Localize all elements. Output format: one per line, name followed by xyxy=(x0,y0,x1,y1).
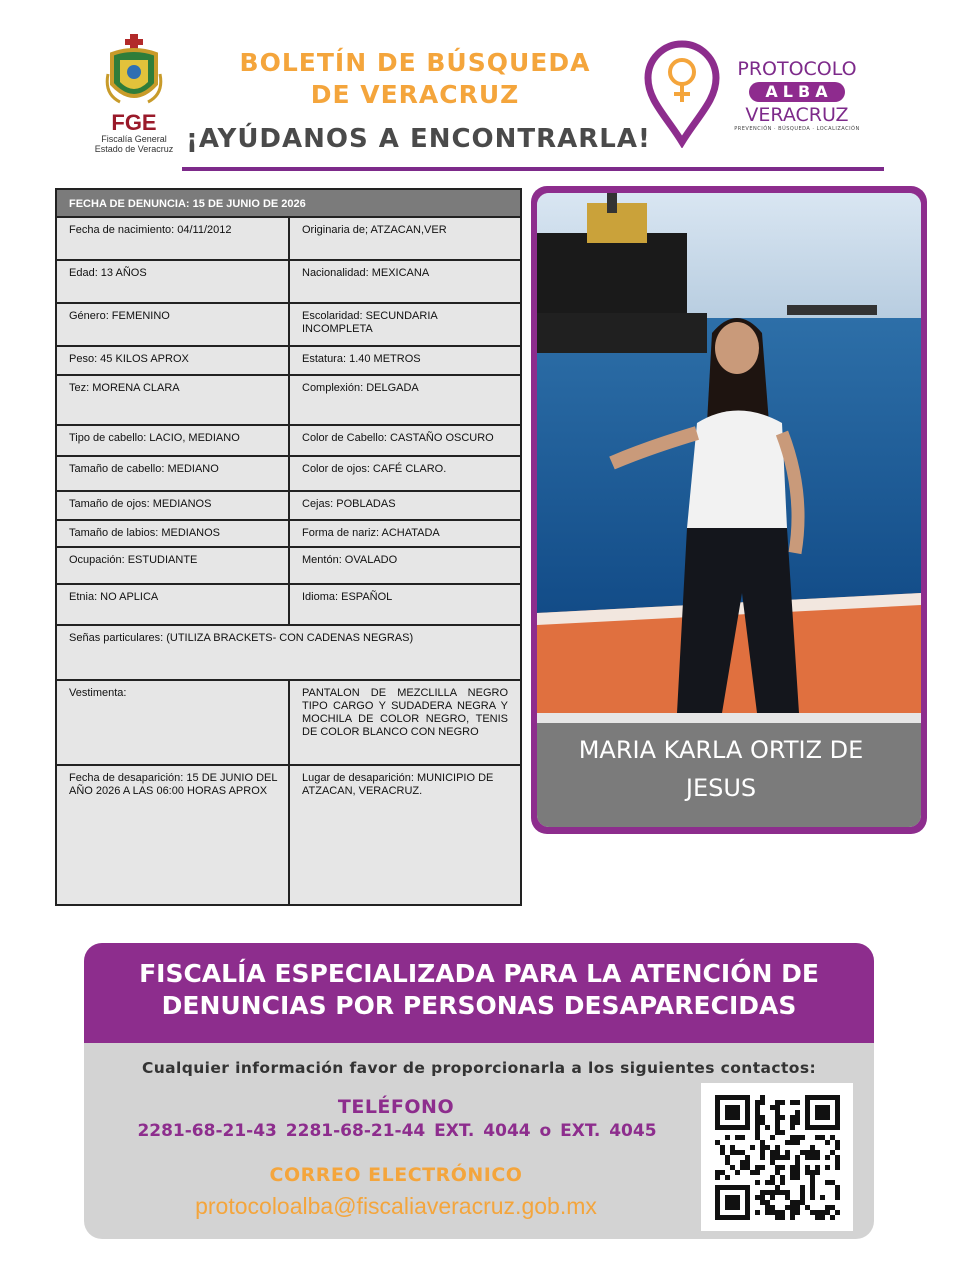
skin-tone: Tez: MORENA CLARA xyxy=(57,374,290,425)
protocol-word: PROTOCOLO xyxy=(737,58,857,80)
birth-date: Fecha de nacimiento: 04/11/2012 xyxy=(57,216,290,260)
protocol-tagline: PREVENCIÓN · BÚSQUEDA · LOCALIZACIÓN xyxy=(734,126,860,132)
qr-code-icon xyxy=(701,1083,853,1231)
eyebrows: Cejas: POBLADAS xyxy=(288,490,520,521)
bulletin-title-line2: DE VERACRUZ xyxy=(310,80,520,109)
clothing-description: PANTALON DE MEZCLILLA NEGRO TIPO CARGO Y SUDADERA NEGRA Y MOCHILA DE COLOR NEGRO, TENIS DE COLOR BLANCO CON NEGRO xyxy=(288,679,520,765)
header-divider xyxy=(182,167,884,171)
age: Edad: 13 AÑOS xyxy=(57,259,290,303)
language: Idioma: ESPAÑOL xyxy=(288,583,520,626)
fge-abbreviation: FGE xyxy=(111,110,157,135)
disappearance-place: Lugar de desaparición: MUNICIPIO DE ATZACAN, VERACRUZ. xyxy=(288,764,520,904)
missing-person-name: MARIA KARLA ORTIZ DE JESUS xyxy=(578,736,864,802)
chin-shape: Mentón: OVALADO xyxy=(288,546,520,584)
phone-numbers: 2281-68-21-43 2281-68-21-44 EXT. 4044 o EXT. 4045 xyxy=(137,1121,657,1141)
hair-length: Tamaño de cabello: MEDIANO xyxy=(57,455,290,491)
missing-person-photo xyxy=(537,193,921,713)
fge-name-line1: Fiscalía General xyxy=(101,134,167,144)
bulletin-title-line1: BOLETÍN DE BÚSQUEDA xyxy=(239,48,591,77)
height: Estatura: 1.40 METROS xyxy=(288,345,520,375)
build: Complexión: DELGADA xyxy=(288,374,520,425)
hair-color: Color de Cabello: CASTAÑO OSCURO xyxy=(288,424,520,456)
nationality: Nacionalidad: MEXICANA xyxy=(288,259,520,303)
alba-badge: ALBA xyxy=(749,82,844,102)
lip-size: Tamaño de labios: MEDIANOS xyxy=(57,519,290,547)
photo-card xyxy=(537,193,921,827)
missing-person-details-table xyxy=(55,188,522,906)
contacts-intro: Cualquier información favor de proporcionarla a los siguientes contactos: xyxy=(141,1059,817,1077)
state-coat-of-arms-icon xyxy=(104,34,164,110)
schooling: Escolaridad: SECUNDARIA INCOMPLETA xyxy=(288,302,520,346)
clothing-label: Vestimenta: xyxy=(57,679,290,765)
phone-label: TELÉFONO xyxy=(337,1096,455,1118)
hair-type: Tipo de cabello: LACIO, MEDIANO xyxy=(57,424,290,456)
eye-size: Tamaño de ojos: MEDIANOS xyxy=(57,490,290,521)
origin: Originaria de; ATZACAN,VER xyxy=(288,216,520,260)
filing-date: FECHA DE DENUNCIA: 15 DE JUNIO DE 2026 xyxy=(57,190,520,218)
location-pin-icon xyxy=(642,38,722,148)
contact-panel xyxy=(84,943,874,1239)
email-label: CORREO ELECTRÓNICO xyxy=(269,1164,523,1186)
protocolo-alba-logo xyxy=(724,58,870,132)
email-address: protocoloalba@fiscaliaveracruz.gob.mx xyxy=(195,1193,597,1219)
ethnicity: Etnia: NO APLICA xyxy=(57,583,290,626)
fge-name-line2: Estado de Veracruz xyxy=(94,144,174,154)
help-find-her-heading: ¡AYÚDANOS A ENCONTRARLA! xyxy=(186,124,651,154)
nose-shape: Forma de nariz: ACHATADA xyxy=(288,519,520,547)
gender: Género: FEMENINO xyxy=(57,302,290,346)
agency-title: FISCALÍA ESPECIALIZADA PARA LA ATENCIÓN DE DENUNCIAS POR PERSONAS DESAPARECIDAS xyxy=(139,959,819,1020)
disappearance-date: Fecha de desaparición: 15 DE JUNIO DEL AÑO 2026 A LAS 06:00 HORAS APROX xyxy=(57,764,290,904)
protocol-state: VERACRUZ xyxy=(745,104,849,126)
fge-logo xyxy=(88,34,180,158)
qr-code xyxy=(701,1083,853,1231)
weight: Peso: 45 KILOS APROX xyxy=(57,345,290,375)
distinguishing-marks: Señas particulares: (UTILIZA BRACKETS- CON CADENAS NEGRAS) xyxy=(57,624,520,680)
occupation: Ocupación: ESTUDIANTE xyxy=(57,546,290,584)
eye-color: Color de ojos: CAFÉ CLARO. xyxy=(288,455,520,491)
